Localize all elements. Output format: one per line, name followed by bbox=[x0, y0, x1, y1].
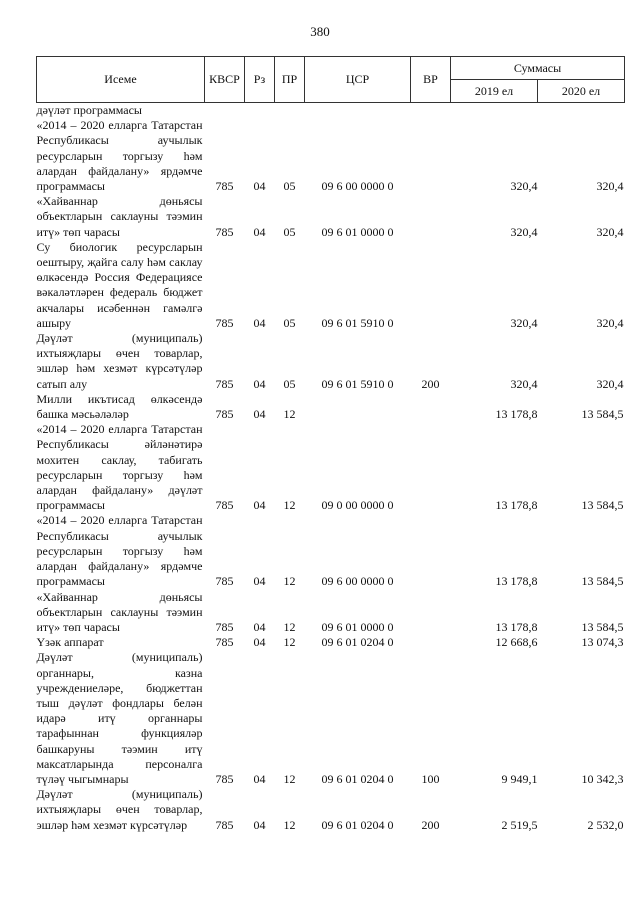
row-kvsr: 785 bbox=[215, 224, 234, 239]
row-sum-2019: 320,4 bbox=[510, 179, 538, 194]
row-sum-2020: 320,4 bbox=[596, 376, 624, 391]
row-sum-2019: 13 178,8 bbox=[495, 619, 538, 634]
row-name: «Хайваннар дөньясы объектларын саклауны тәэмин итү» төп чарасы bbox=[36, 194, 203, 239]
row-sum-2019: 13 178,8 bbox=[495, 407, 538, 422]
row-sum-2019: 320,4 bbox=[510, 376, 538, 391]
row-csr: 09 6 01 0000 0 bbox=[321, 619, 394, 634]
row-name: «2014 – 2020 елларга Татарстан Республикасы аучылык ресурсларын торгызу һәм алардан файдалану» ярдәмче программасы bbox=[36, 118, 203, 194]
row-pr: 12 bbox=[283, 407, 296, 422]
row-vr bbox=[411, 513, 451, 589]
row-pr: 12 bbox=[283, 619, 296, 634]
row-rz bbox=[245, 103, 275, 119]
header-pr: ПР bbox=[275, 57, 305, 103]
row-pr bbox=[275, 103, 305, 119]
row-vr bbox=[411, 590, 451, 636]
row-csr: 09 6 01 0204 0 bbox=[321, 771, 394, 786]
header-year-2020: 2020 ел bbox=[538, 80, 625, 103]
row-name: Үзәк аппарат bbox=[36, 635, 104, 650]
row-kvsr bbox=[205, 103, 245, 119]
table-row bbox=[37, 392, 625, 422]
row-kvsr: 785 bbox=[215, 498, 234, 513]
row-pr: 05 bbox=[283, 179, 296, 194]
row-pr: 05 bbox=[283, 224, 296, 239]
row-sum-2019: 13 178,8 bbox=[495, 574, 538, 589]
row-sum-2019: 9 949,1 bbox=[501, 771, 538, 786]
row-vr bbox=[411, 194, 451, 240]
row-kvsr: 785 bbox=[215, 376, 234, 391]
row-sum-2019 bbox=[451, 103, 538, 119]
row-rz: 04 bbox=[253, 498, 266, 513]
row-kvsr: 785 bbox=[215, 817, 234, 832]
table-row bbox=[37, 635, 625, 650]
row-kvsr: 785 bbox=[215, 771, 234, 786]
header-csr: ЦСР bbox=[305, 57, 411, 103]
budget-table bbox=[36, 56, 625, 833]
row-sum-2020: 13 584,5 bbox=[581, 574, 624, 589]
row-kvsr: 785 bbox=[215, 179, 234, 194]
header-year-2019: 2019 ел bbox=[451, 80, 538, 103]
row-sum-2020: 320,4 bbox=[596, 224, 624, 239]
row-vr: 100 bbox=[421, 771, 440, 786]
row-kvsr: 785 bbox=[215, 315, 234, 330]
row-name: «2014 – 2020 елларга Татарстан Республикасы әйләнәтирә мохитен саклау, табигать ресурсларын торгызу һәм алардан файдалану» дәүләт программасы bbox=[36, 422, 203, 513]
table-row bbox=[37, 650, 625, 787]
row-rz: 04 bbox=[253, 817, 266, 832]
row-sum-2019: 320,4 bbox=[510, 224, 538, 239]
row-sum-2020 bbox=[538, 103, 625, 119]
row-vr bbox=[411, 103, 451, 119]
row-rz: 04 bbox=[253, 619, 266, 634]
table-row bbox=[37, 240, 625, 331]
row-sum-2019: 320,4 bbox=[510, 315, 538, 330]
row-vr bbox=[411, 392, 451, 422]
row-csr: 09 6 01 0204 0 bbox=[321, 817, 394, 832]
table-row bbox=[37, 194, 625, 240]
row-csr bbox=[305, 392, 411, 422]
row-pr: 12 bbox=[283, 635, 296, 650]
row-vr bbox=[411, 118, 451, 194]
row-sum-2020: 13 584,5 bbox=[581, 619, 624, 634]
row-pr: 12 bbox=[283, 771, 296, 786]
row-csr: 09 0 00 0000 0 bbox=[321, 498, 394, 513]
row-rz: 04 bbox=[253, 771, 266, 786]
row-kvsr: 785 bbox=[215, 635, 234, 650]
row-sum-2020: 320,4 bbox=[596, 179, 624, 194]
row-vr: 200 bbox=[421, 817, 440, 832]
header-sums: Суммасы bbox=[451, 57, 625, 80]
row-sum-2019: 12 668,6 bbox=[495, 635, 538, 650]
row-name: Су биологик ресурсларын оештыру, җайга салу һәм саклау өлкәсендә Россия Федерациясе вәкаләтләрен федераль бюджет акчалары исәбеннән гамәлгә ашыру bbox=[36, 239, 203, 330]
row-sum-2019: 13 178,8 bbox=[495, 498, 538, 513]
row-sum-2019: 2 519,5 bbox=[501, 817, 538, 832]
row-sum-2020: 10 342,3 bbox=[581, 771, 624, 786]
table-row bbox=[37, 422, 625, 513]
row-csr: 09 6 00 0000 0 bbox=[321, 574, 394, 589]
row-pr: 12 bbox=[283, 498, 296, 513]
row-rz: 04 bbox=[253, 574, 266, 589]
header-name: Исеме bbox=[37, 57, 205, 103]
row-csr: 09 6 00 0000 0 bbox=[321, 179, 394, 194]
row-sum-2020: 13 074,3 bbox=[581, 635, 624, 650]
table-row bbox=[37, 103, 625, 119]
row-pr: 12 bbox=[283, 817, 296, 832]
row-rz: 04 bbox=[253, 407, 266, 422]
row-vr bbox=[411, 635, 451, 650]
table-row bbox=[37, 590, 625, 636]
row-csr: 09 6 01 0204 0 bbox=[321, 635, 394, 650]
row-sum-2020: 2 532,0 bbox=[587, 817, 624, 832]
row-pr: 05 bbox=[283, 315, 296, 330]
row-name: «Хайваннар дөньясы объектларын саклауны тәэмин итү» төп чарасы bbox=[36, 589, 203, 634]
row-vr bbox=[411, 422, 451, 513]
row-vr bbox=[411, 240, 451, 331]
table-row bbox=[37, 118, 625, 194]
row-csr bbox=[305, 103, 411, 119]
row-sum-2020: 13 584,5 bbox=[581, 498, 624, 513]
page-number: 380 bbox=[310, 24, 330, 39]
row-csr: 09 6 01 5910 0 bbox=[321, 315, 394, 330]
row-rz: 04 bbox=[253, 635, 266, 650]
row-sum-2020: 320,4 bbox=[596, 315, 624, 330]
row-name: Милли икътисад өлкәсендә башка мәсьәләләр bbox=[36, 391, 203, 422]
row-csr: 09 6 01 0000 0 bbox=[321, 224, 394, 239]
row-name: дәүләт программасы bbox=[36, 103, 142, 117]
row-name: Дәүләт (муниципаль) ихтыяҗлары өчен товарлар, эшләр һәм хезмәт күрсәтүләр bbox=[36, 787, 203, 832]
table-row bbox=[37, 331, 625, 392]
table-row bbox=[37, 787, 625, 833]
row-rz: 04 bbox=[253, 376, 266, 391]
header-rz: Рз bbox=[245, 57, 275, 103]
row-name: «2014 – 2020 елларга Татарстан Республикасы аучылык ресурсларын торгызу һәм алардан файдалану» ярдәмче программасы bbox=[36, 513, 203, 589]
row-kvsr: 785 bbox=[215, 619, 234, 634]
row-pr: 05 bbox=[283, 376, 296, 391]
row-sum-2020: 13 584,5 bbox=[581, 407, 624, 422]
row-rz: 04 bbox=[253, 224, 266, 239]
row-pr: 12 bbox=[283, 574, 296, 589]
row-name: Дәүләт (муниципаль) ихтыяҗлары өчен товарлар, эшләр һәм хезмәт күрсәтүләр сатып алу bbox=[36, 331, 203, 391]
row-rz: 04 bbox=[253, 179, 266, 194]
header-vr: ВР bbox=[411, 57, 451, 103]
row-name: Дәүләт (муниципаль) органнары, казна учреждениеләре, бюджеттан тыш дәүләт фондлары белән идарә итү органнары тарафыннан функцияләр башкаруны тәэмин итү максатларында персоналга түләү чыгымнары bbox=[36, 650, 203, 786]
table-row bbox=[37, 513, 625, 589]
row-vr: 200 bbox=[421, 376, 440, 391]
row-kvsr: 785 bbox=[215, 407, 234, 422]
row-rz: 04 bbox=[253, 315, 266, 330]
row-kvsr: 785 bbox=[215, 574, 234, 589]
header-kvsr: КВСР bbox=[205, 57, 245, 103]
row-csr: 09 6 01 5910 0 bbox=[321, 376, 394, 391]
